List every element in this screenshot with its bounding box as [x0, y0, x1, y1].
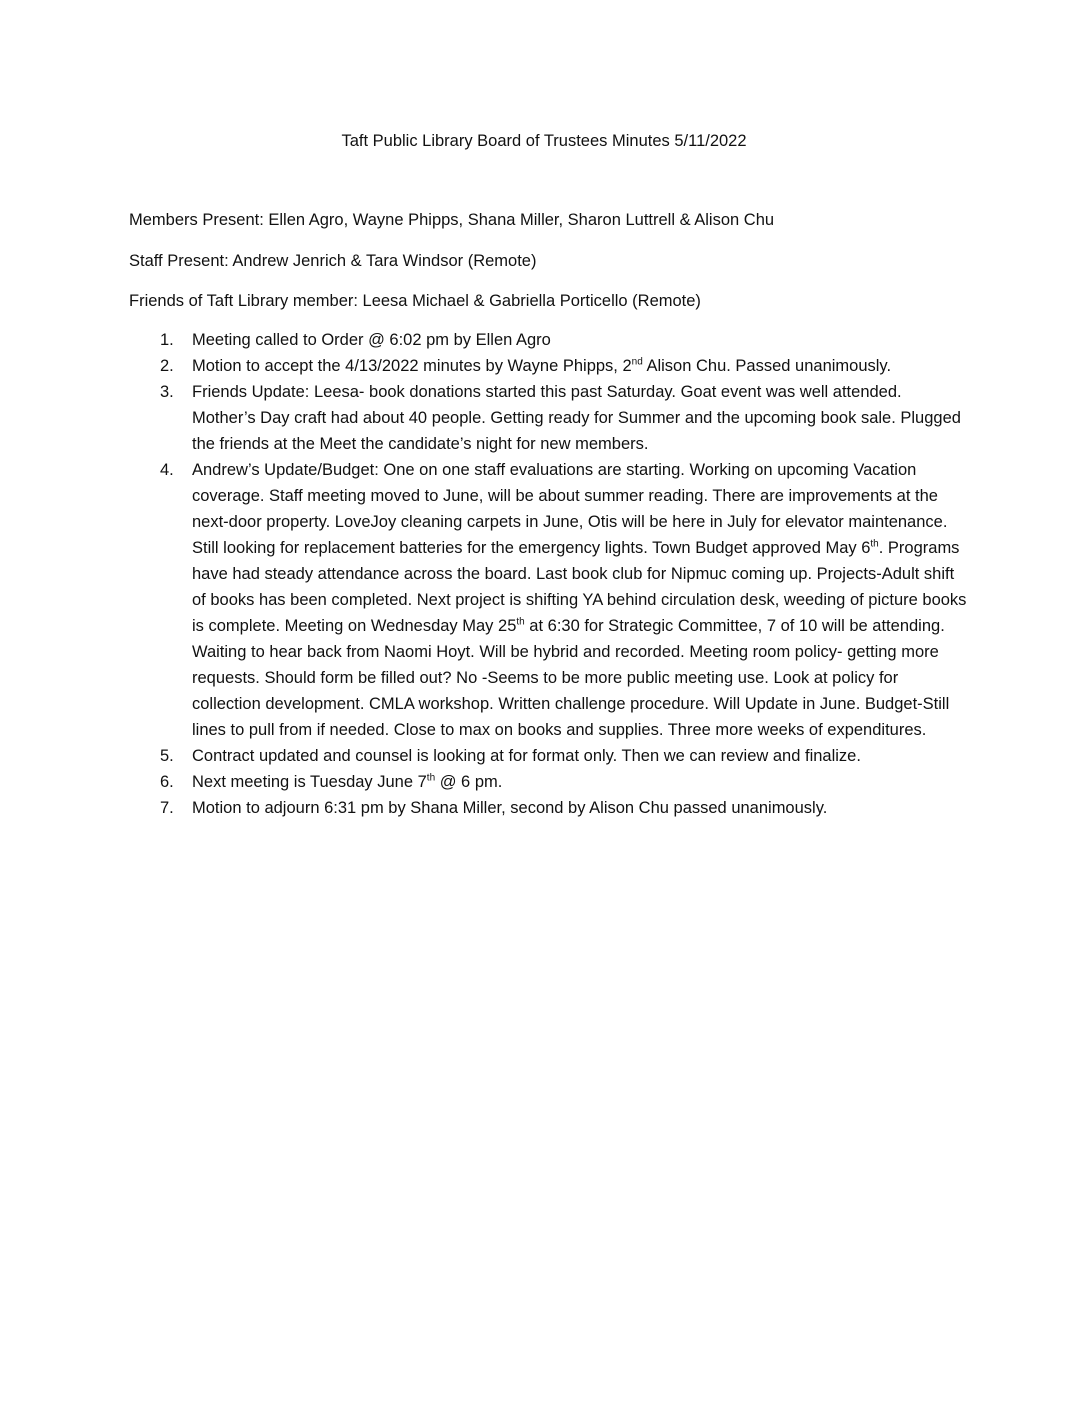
item-number: 6. [160, 773, 174, 791]
page-title: Taft Public Library Board of Trustees Minutes 5/11/2022 [341, 132, 747, 150]
item-number: 7. [160, 799, 174, 817]
agenda-item [129, 327, 969, 353]
agenda-item [129, 769, 969, 795]
item-number: 1. [160, 331, 174, 349]
item-text: Meeting called to Order @ 6:02 pm by Ellen Agro [192, 331, 551, 349]
members-present: Members Present: Ellen Agro, Wayne Phipps, Shana Miller, Sharon Luttrell & Alison Chu [129, 211, 775, 229]
item-text: Friends Update: Leesa- book donations started this past Saturday. Goat event was well attended. Mother’s Day craft had about 40 people. Getting ready for Summer and the upcoming book sale. Plugged the friends at the Meet the candidate’s night for new members. [192, 383, 961, 453]
item-number: 5. [160, 747, 174, 765]
agenda-item [129, 457, 969, 743]
item-text: Next meeting is Tuesday June 7th @ 6 pm. [192, 772, 503, 791]
item-text: Andrew’s Update/Budget: One on one staff evaluations are starting. Working on upcoming Vacation coverage. Staff meeting moved to June, will be about summer reading. There are improvements at the next-door property. LoveJoy cleaning carpets in June, Otis will be here in July for elevator maintenance. Still looking for replacement batteries for the emergency lights. Town Budget approved May 6th. Programs have had steady attendance across the board. Last book club for Nipmuc coming up. Projects-Adult shift of books has been completed. Next project is shifting YA behind circulation desk, weeding of picture books is complete. Meeting on Wednesday May 25th at 6:30 for Strategic Committee, 7 of 10 will be attending. Waiting to hear back from Naomi Hoyt. Will be hybrid and recorded. Meeting room policy- getting more requests. Should form be filled out? No -Seems to be more public meeting use. Look at policy for collection development. CMLA workshop. Written challenge procedure. Will Update in June. Budget-Still lines to pull from if needed. Close to max on books and supplies. Three more weeks of expenditures. [192, 461, 967, 739]
item-number: 4. [160, 461, 174, 479]
item-number: 3. [160, 383, 174, 401]
item-text: Motion to adjourn 6:31 pm by Shana Miller, second by Alison Chu passed unanimously. [192, 799, 828, 817]
agenda-item [129, 353, 969, 379]
agenda-list [129, 327, 969, 821]
friends-member: Friends of Taft Library member: Leesa Michael & Gabriella Porticello (Remote) [129, 292, 701, 310]
agenda-item [129, 795, 969, 821]
item-number: 2. [160, 357, 174, 375]
agenda-item [129, 743, 969, 769]
item-text: Motion to accept the 4/13/2022 minutes by Wayne Phipps, 2nd Alison Chu. Passed unanimously. [192, 356, 892, 375]
agenda-item [129, 379, 969, 457]
item-text: Contract updated and counsel is looking at for format only. Then we can review and finalize. [192, 747, 861, 765]
staff-present: Staff Present: Andrew Jenrich & Tara Windsor (Remote) [129, 252, 537, 270]
